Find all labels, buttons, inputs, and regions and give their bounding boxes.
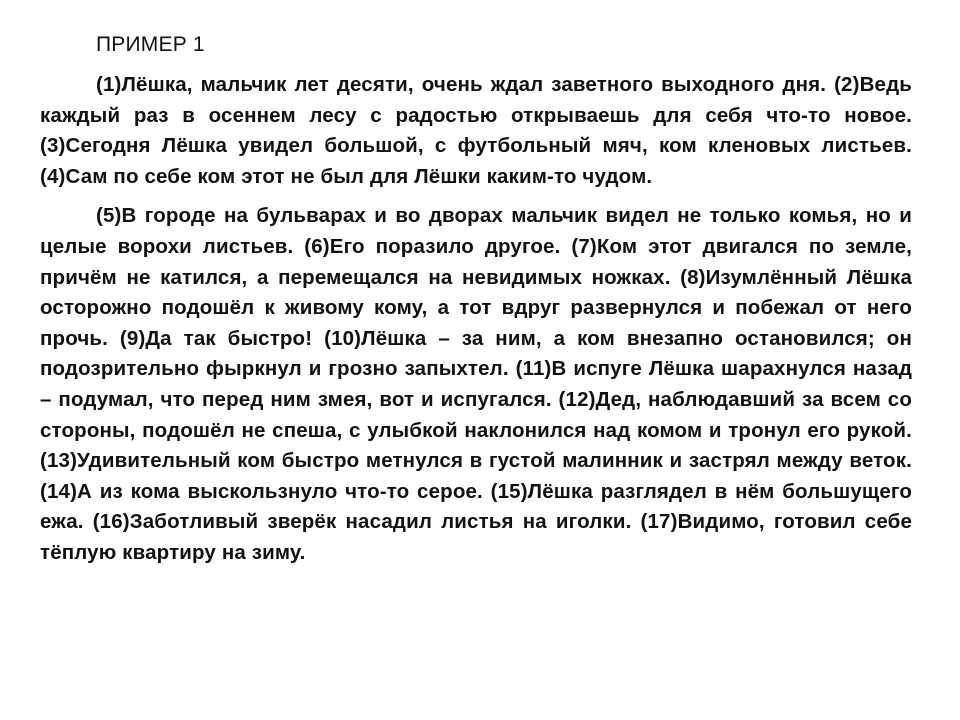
example-heading: ПРИМЕР 1 (96, 33, 205, 56)
paragraph-1: (1)Лёшка, мальчик лет десяти, очень ждал заветного выходного дня. (2)Ведь каждый раз в осеннем лесу с радостью открываешь для себя что-то новое. (3)Сегодня Лёшка увидел большой, с футбольный мяч, ком кленовых листьев. (4)Сам по себе ком этот не был для Лёшки каким-то чудом. (40, 73, 912, 188)
slide-content (40, 30, 912, 578)
paragraph-2: (5)В городе на бульварах и во дворах мальчик видел не только комья, но и целые ворохи листьев. (6)Его поразило другое. (7)Ком этот двигался по земле, причём не катился, а перемещался на невидимых ножках. (8)Изумлённый Лёшка осторожно подошёл к живому кому, а тот вдруг развернулся и побежал от него прочь. (9)Да так быстро! (10)Лёшка – за ним, а ком внезапно остановился; он подозрительно фыркнул и грозно запыхтел. (11)В испуге Лёшка шарахнулся назад – подумал, что перед ним змея, вот и испугался. (12)Дед, наблюдавший за всем со стороны, подошёл не спеша, с улыбкой наклонился над комом и тронул его рукой. (13)Удивительный ком быстро метнулся в густой малинник и застрял между веток. (14)А из кома выскользнуло что-то серое. (15)Лёшка разглядел в нём большущего ежа. (16)Заботливый зверёк насадил листья на иголки. (17)Видимо, готовил себе тёплую квартиру на зиму. (40, 204, 912, 564)
